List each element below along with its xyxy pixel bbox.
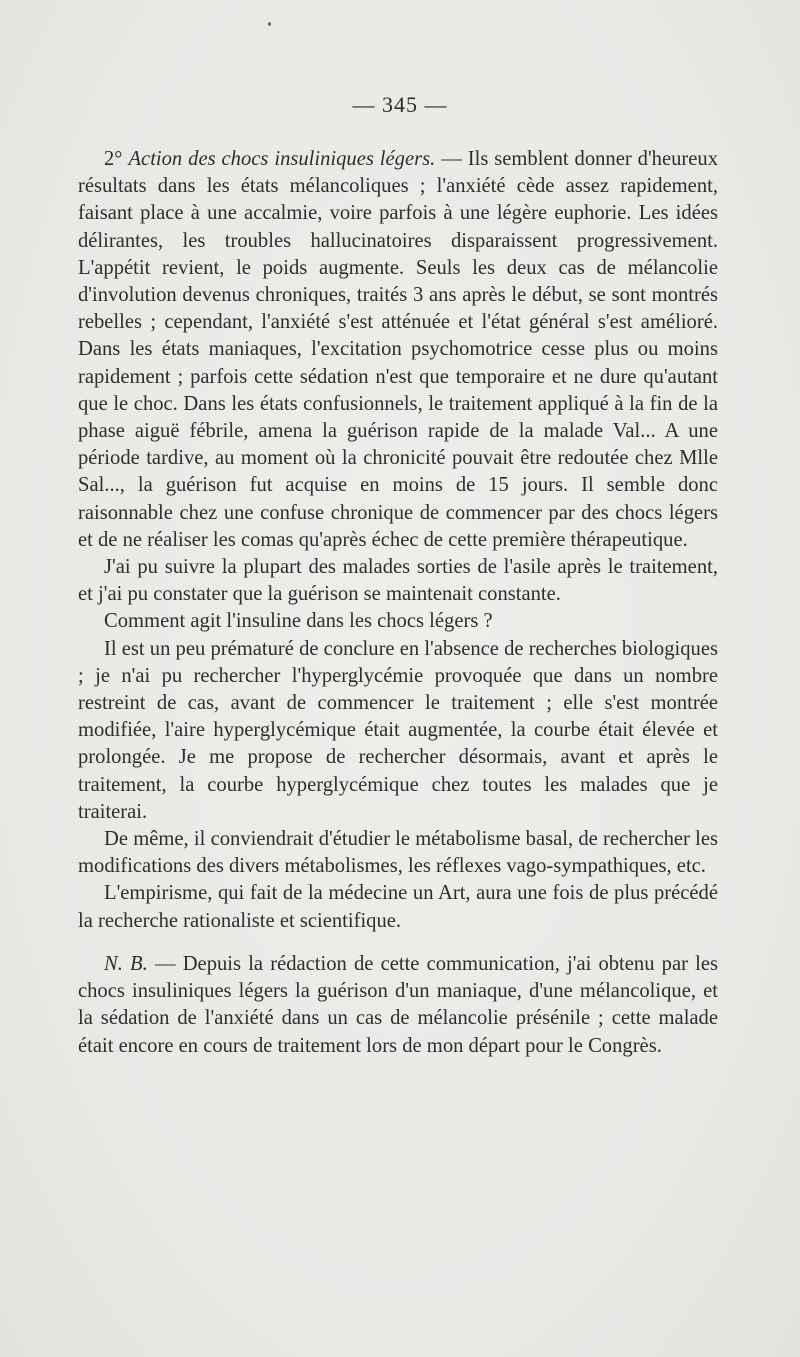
paragraph-4: Il est un peu prématuré de conclure en l'absence de recherches biologiques ; je n'ai pu rechercher l'hyperglycémie provoquée que dans un nombre restreint de cas, avant de commencer le traitement ; elle s'est montrée modifiée, l'aire hyperglycémique était augmentée, la courbe était élevée et prolongée. Je me propose de rechercher désormais, avant et après le traitement, la courbe hyperglycémique chez toutes les malades que je traiterai. (78, 637, 718, 823)
page-number: — 345 — (352, 92, 448, 117)
paragraph-6: L'empirisme, qui fait de la médecine un Art, aura une fois de plus précédé la recherche rationaliste et scientifique. (78, 882, 718, 932)
section-number: 2° (104, 148, 129, 170)
note-label: N. B. (104, 952, 148, 975)
note-paragraph (78, 951, 718, 1060)
note-text: — Depuis la rédaction de cette communication, j'ai obtenu par les chocs insuliniques légers la guérison d'un maniaque, d'une mélancolique, et la sédation de l'anxiété dans un cas de mélancolie présénile ; cette malade était encore en cours de traitement lors de mon départ pour le Congrès. (78, 952, 718, 1057)
paragraph-1 (78, 146, 718, 554)
speck-mark (268, 22, 271, 26)
section-heading: Action des chocs insuliniques légers. (128, 148, 436, 170)
paragraph-1-text: — Ils semblent donner d'heureux résultats dans les états mélancoliques ; l'anxiété cède assez rapidement, faisant place à une accalmie, voire parfois à une légère euphorie. Les idées délirantes, les troubles hallucinatoires disparaissent progressivement. L'appétit revient, le poids augmente. Seuls les deux cas de mélancolie d'involution devenus chroniques, traités 3 ans après le début, se sont montrés rebelles ; cependant, l'anxiété s'est atténuée et l'état général s'est amélioré. Dans les états maniaques, l'excitation psychomotrice cesse plus ou moins rapidement ; parfois cette sédation n'est que temporaire et ne dure qu'autant que le choc. Dans les états confusionnels, le traitement appliqué à la fin de la phase aiguë fébrile, amena la guérison rapide de la malade Val... A une période tardive, au moment où la chronicité pouvait être redoutée chez Mlle Sal..., la guérison fut acquise en moins de 15 jours. Il semble donc raisonnable chez une confuse chronique de commencer par des chocs légers et de ne réaliser les comas qu'après échec de cette première thérapeutique. (78, 148, 718, 551)
body-text (78, 146, 718, 1060)
paragraph-3: Comment agit l'insuline dans les chocs légers ? (104, 610, 493, 633)
paragraph-2: J'ai pu suivre la plupart des malades sorties de l'asile après le traitement, et j'ai pu constater que la guérison se maintenait constante. (78, 556, 718, 606)
paragraph-5: De même, il conviendrait d'étudier le métabolisme basal, de rechercher les modifications des divers métabolismes, les réflexes vago-sympathiques, etc. (78, 828, 718, 878)
